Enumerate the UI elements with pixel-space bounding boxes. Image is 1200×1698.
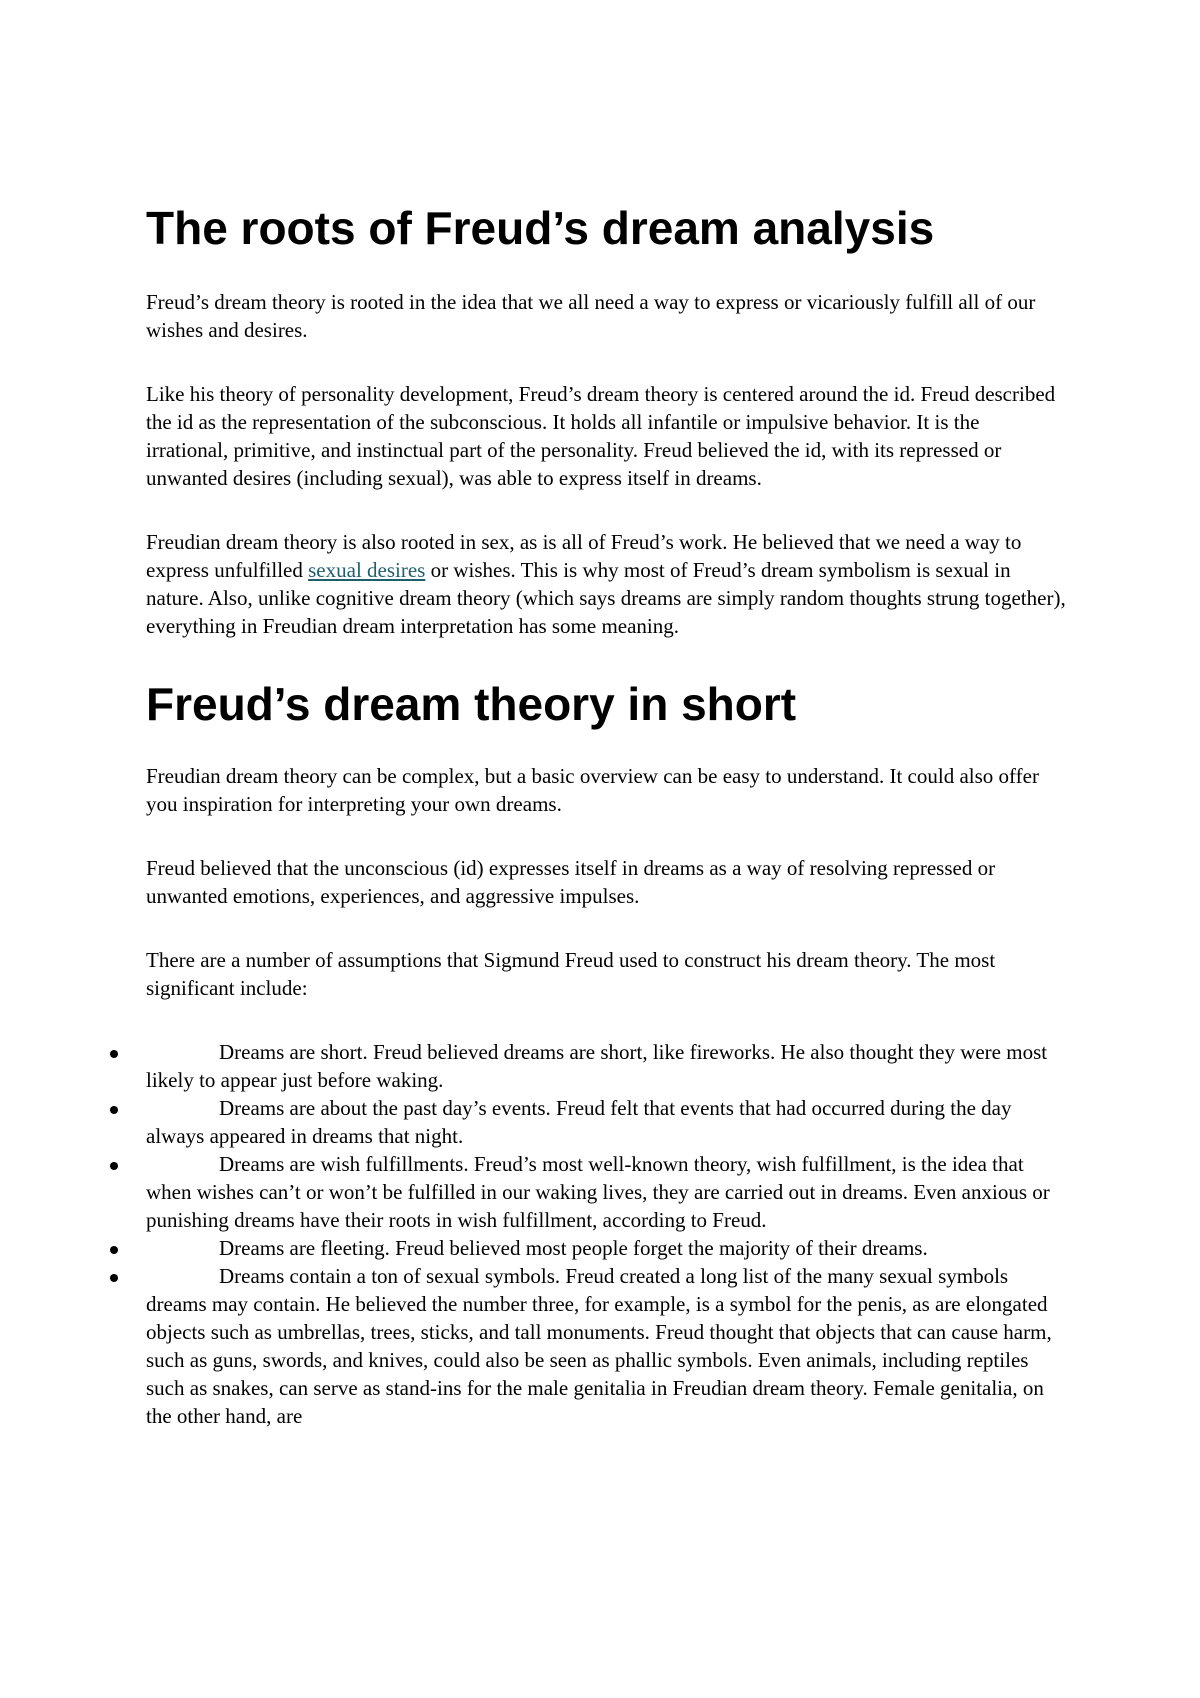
bullet-icon [110, 1274, 118, 1282]
bullet-icon [110, 1050, 118, 1058]
paragraph-sex-before: Freudian dream theory is also rooted in sex, as is all of Freud’s work. He believed that we need a way to express unfulfilled [146, 530, 1022, 582]
section-heading-roots: The roots of Freud’s dream analysis [146, 202, 935, 254]
bullet-icon [110, 1106, 118, 1114]
paragraph-unconscious: Freud believed that the unconscious (id) expresses itself in dreams as a way of resolving repressed or unwanted emotions, experiences, and aggressive impulses. [146, 856, 996, 908]
section-heading-short: Freud’s dream theory in short [146, 678, 797, 730]
list-item-text: Dreams are about the past day’s events. Freud felt that events that had occurred during the day always appeared in dreams that night. [146, 1096, 1012, 1148]
list-item [146, 1094, 1066, 1150]
list-item-text: Dreams contain a ton of sexual symbols. Freud created a long list of the many sexual symbols dreams may contain. He believed the number three, for example, is a symbol for the penis, as are elongated objects such as umbrellas, trees, sticks, and tall monuments. Freud thought that objects that can cause harm, such as guns, swords, and knives, could also be seen as phallic symbols. Even animals, including reptiles such as snakes, can serve as stand-ins for the male genitalia in Freudian dream theory. Female genitalia, on the other hand, are [146, 1264, 1052, 1428]
bullet-icon [110, 1162, 118, 1170]
paragraph-sex [146, 528, 1066, 640]
list-item-text: Dreams are fleeting. Freud believed most people forget the majority of their dreams. [219, 1236, 928, 1260]
paragraph-overview: Freudian dream theory can be complex, but a basic overview can be easy to understand. It could also offer you inspiration for interpreting your own dreams. [146, 764, 1039, 816]
bullet-icon [110, 1246, 118, 1254]
paragraph-id: Like his theory of personality development, Freud’s dream theory is centered around the id. Freud described the id as the representation of the subconscious. It holds all infantile or impulsive behavior. It is the irrational, primitive, and instinctual part of the personality. Freud believed the id, with its repressed or unwanted desires (including sexual), was able to express itself in dreams. [146, 382, 1056, 490]
paragraph-assumptions-intro: There are a number of assumptions that Sigmund Freud used to construct his dream theory. The most significant include: [146, 948, 996, 1000]
list-item [146, 1262, 1066, 1430]
paragraph-sex-after: or wishes. This is why most of Freud’s dream symbolism is sexual in nature. Also, unlike cognitive dream theory (which says dreams are simply random thoughts strung together), everything in Freudian dream interpretation has some meaning. [146, 558, 1066, 638]
list-item [146, 1038, 1066, 1094]
assumptions-list [146, 1038, 1066, 1430]
list-item [146, 1234, 1066, 1262]
document-page [146, 200, 1066, 1430]
paragraph-intro: Freud’s dream theory is rooted in the idea that we all need a way to express or vicariously fulfill all of our wishes and desires. [146, 290, 1036, 342]
list-item [146, 1150, 1066, 1234]
list-item-text: Dreams are wish fulfillments. Freud’s most well-known theory, wish fulfillment, is the idea that when wishes can’t or won’t be fulfilled in our waking lives, they are carried out in dreams. Even anxious or punishing dreams have their roots in wish fulfillment, according to Freud. [146, 1152, 1050, 1232]
sexual-desires-link[interactable]: sexual desires [308, 558, 426, 582]
list-item-text: Dreams are short. Freud believed dreams are short, like fireworks. He also thought they were most likely to appear just before waking. [146, 1040, 1048, 1092]
